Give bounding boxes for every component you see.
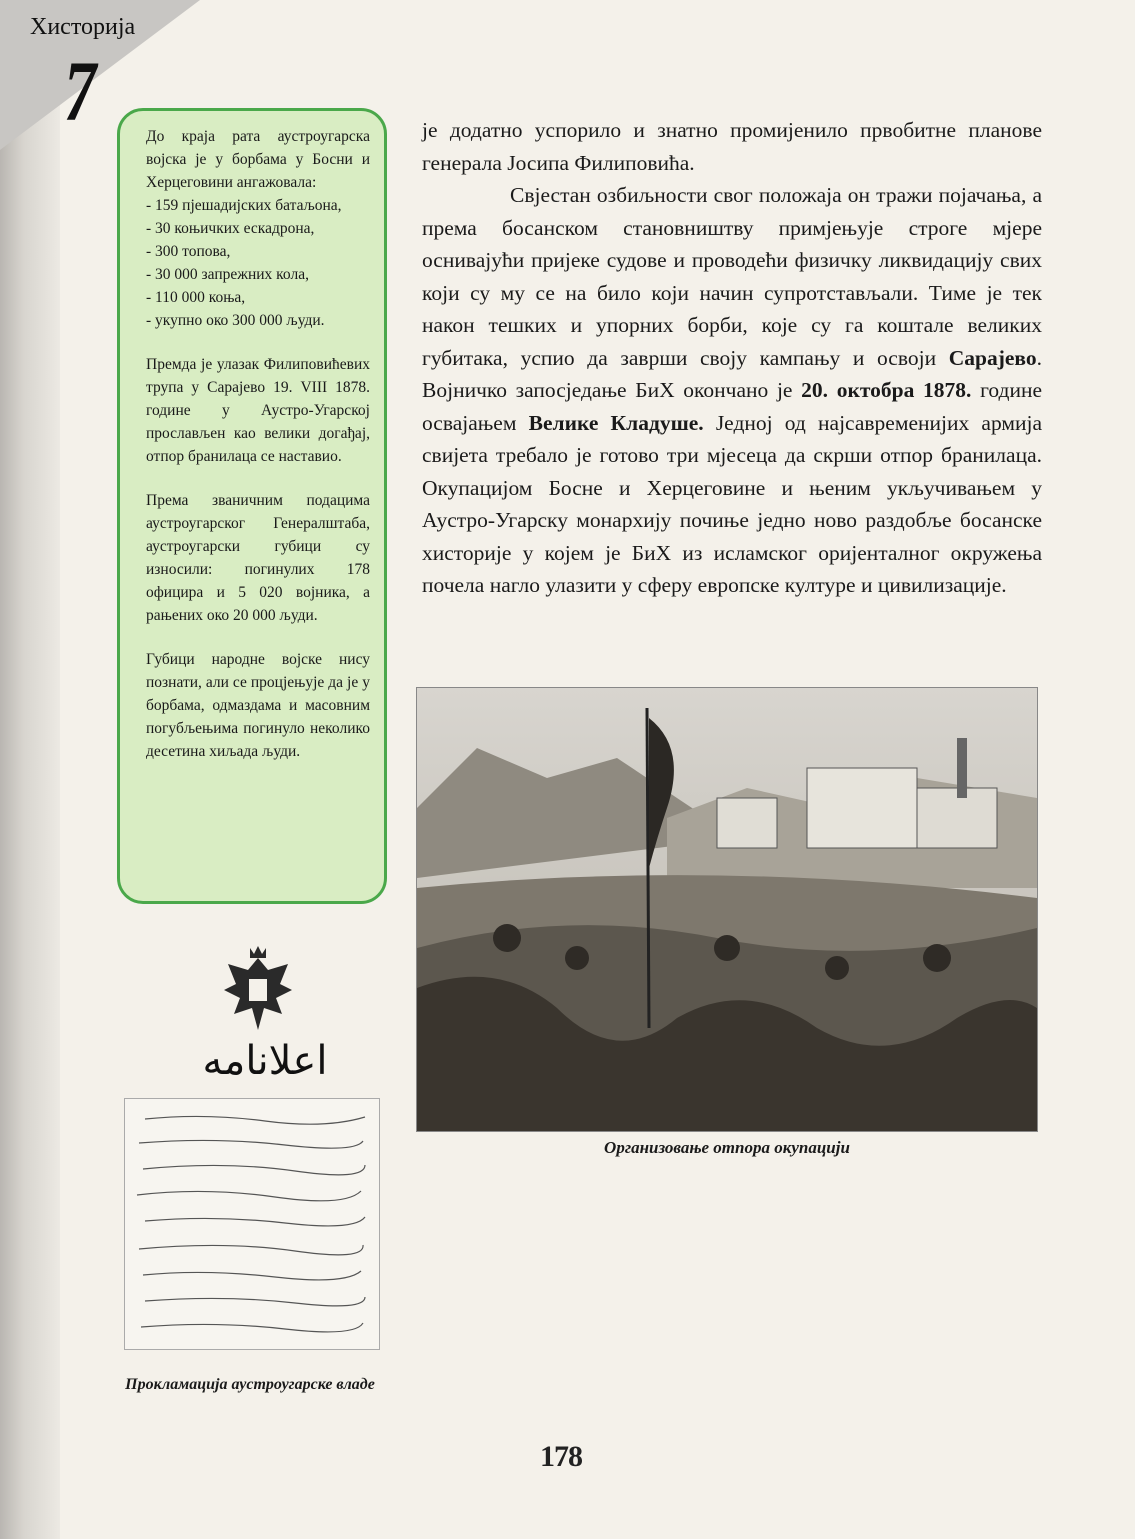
chapter-number: 7: [64, 43, 97, 139]
proclamation-heading-text: اعلانامه: [202, 1038, 328, 1084]
text-run: . Војничко запосједање БиХ окончано је: [422, 345, 1042, 402]
subject-title: Хисторија: [30, 14, 136, 40]
proclamation-caption: Прокламација аустроугарске владе: [125, 1376, 375, 1393]
engraving-image: [416, 687, 1038, 1132]
image-caption: Организовање отпора окупацији: [604, 1138, 850, 1157]
sidebar-paragraph: Према званичним подацима аустроугарског Генералштаба, аустроугарски губици су износили: погинулих 178 официра и 5 020 војника, а рањених око 20 000 људи.: [146, 492, 370, 624]
sidebar-paragraph: Премда је улазак Филиповићевих трупа у Сарајево 19. VIII 1878. године у Аустро-Угарској прослављен као велики догађај, отпор бранилаца се наставио.: [146, 356, 370, 465]
text-run: године освајањем: [422, 378, 1043, 435]
sidebar-list: [146, 194, 370, 332]
main-text: [422, 114, 1042, 602]
page-edge: [0, 0, 60, 1539]
sidebar-paragraph: Губици народне војске нису познати, али се процјењује да је у борбама, одмаздама и масовним погубљењима погинуло неколико десетина хиљада људи.: [146, 651, 370, 760]
text-run: Једној од најсавременијих армија свијета требало је готово три мјесеца да скрши отпор бранилаца. Окупацијом Босне и Херцеговине и њеним укључивањем у Аустро-Угарску монархију почиње једно ново раздобље босанске хисторије у којем је БиХ из исламског оријенталног окружења почела нагло улазити у сферу европске културе и цивилизације.: [422, 410, 1043, 597]
list-item: - 30 000 запрежних кола,: [146, 266, 309, 283]
engraving-illustration: [417, 688, 1037, 1131]
info-sidebar: [117, 108, 387, 904]
page-number: 178: [540, 1440, 582, 1473]
main-paragraph-1: је додатно успорило и знатно промијенило првобитне планове генерала Јосипа Филиповића.: [422, 118, 1042, 175]
list-item: - 300 топова,: [146, 243, 231, 260]
list-item: - 159 пјешадијских батаљона,: [146, 197, 342, 214]
list-item: - 30 коњичких ескадрона,: [146, 220, 315, 237]
eagle-icon: [218, 940, 298, 1040]
text-run: Свјестан озбиљности свог положаја он тражи појачања, а према босанском становништву примјењује строге мјере оснивајући пријеке судове и проводећи физичку ликвидацију свих који су му се на било који начин супротстављали. Тиме је тек након тешких и упорних борби, које су га коштале великих губитака, успио да заврши своју кампању и освоји: [422, 183, 1042, 370]
bold-date: 20. октобра 1878.: [801, 378, 972, 402]
list-item: - 110 000 коња,: [146, 289, 246, 306]
sidebar-intro-text: До краја рата аустроугарска војска је у борбама у Босни и Херцеговини ангажовала:: [146, 128, 370, 191]
handwriting-lines: [125, 1099, 377, 1347]
bold-kladusa: Велике Кладуше.: [528, 410, 704, 435]
sidebar-intro: [146, 125, 370, 194]
main-paragraph-2: [422, 179, 1042, 602]
list-item: - укупно око 300 000 људи.: [146, 312, 325, 329]
bold-sarajevo: Сарајево: [948, 345, 1037, 370]
proclamation-document: [124, 1098, 380, 1350]
